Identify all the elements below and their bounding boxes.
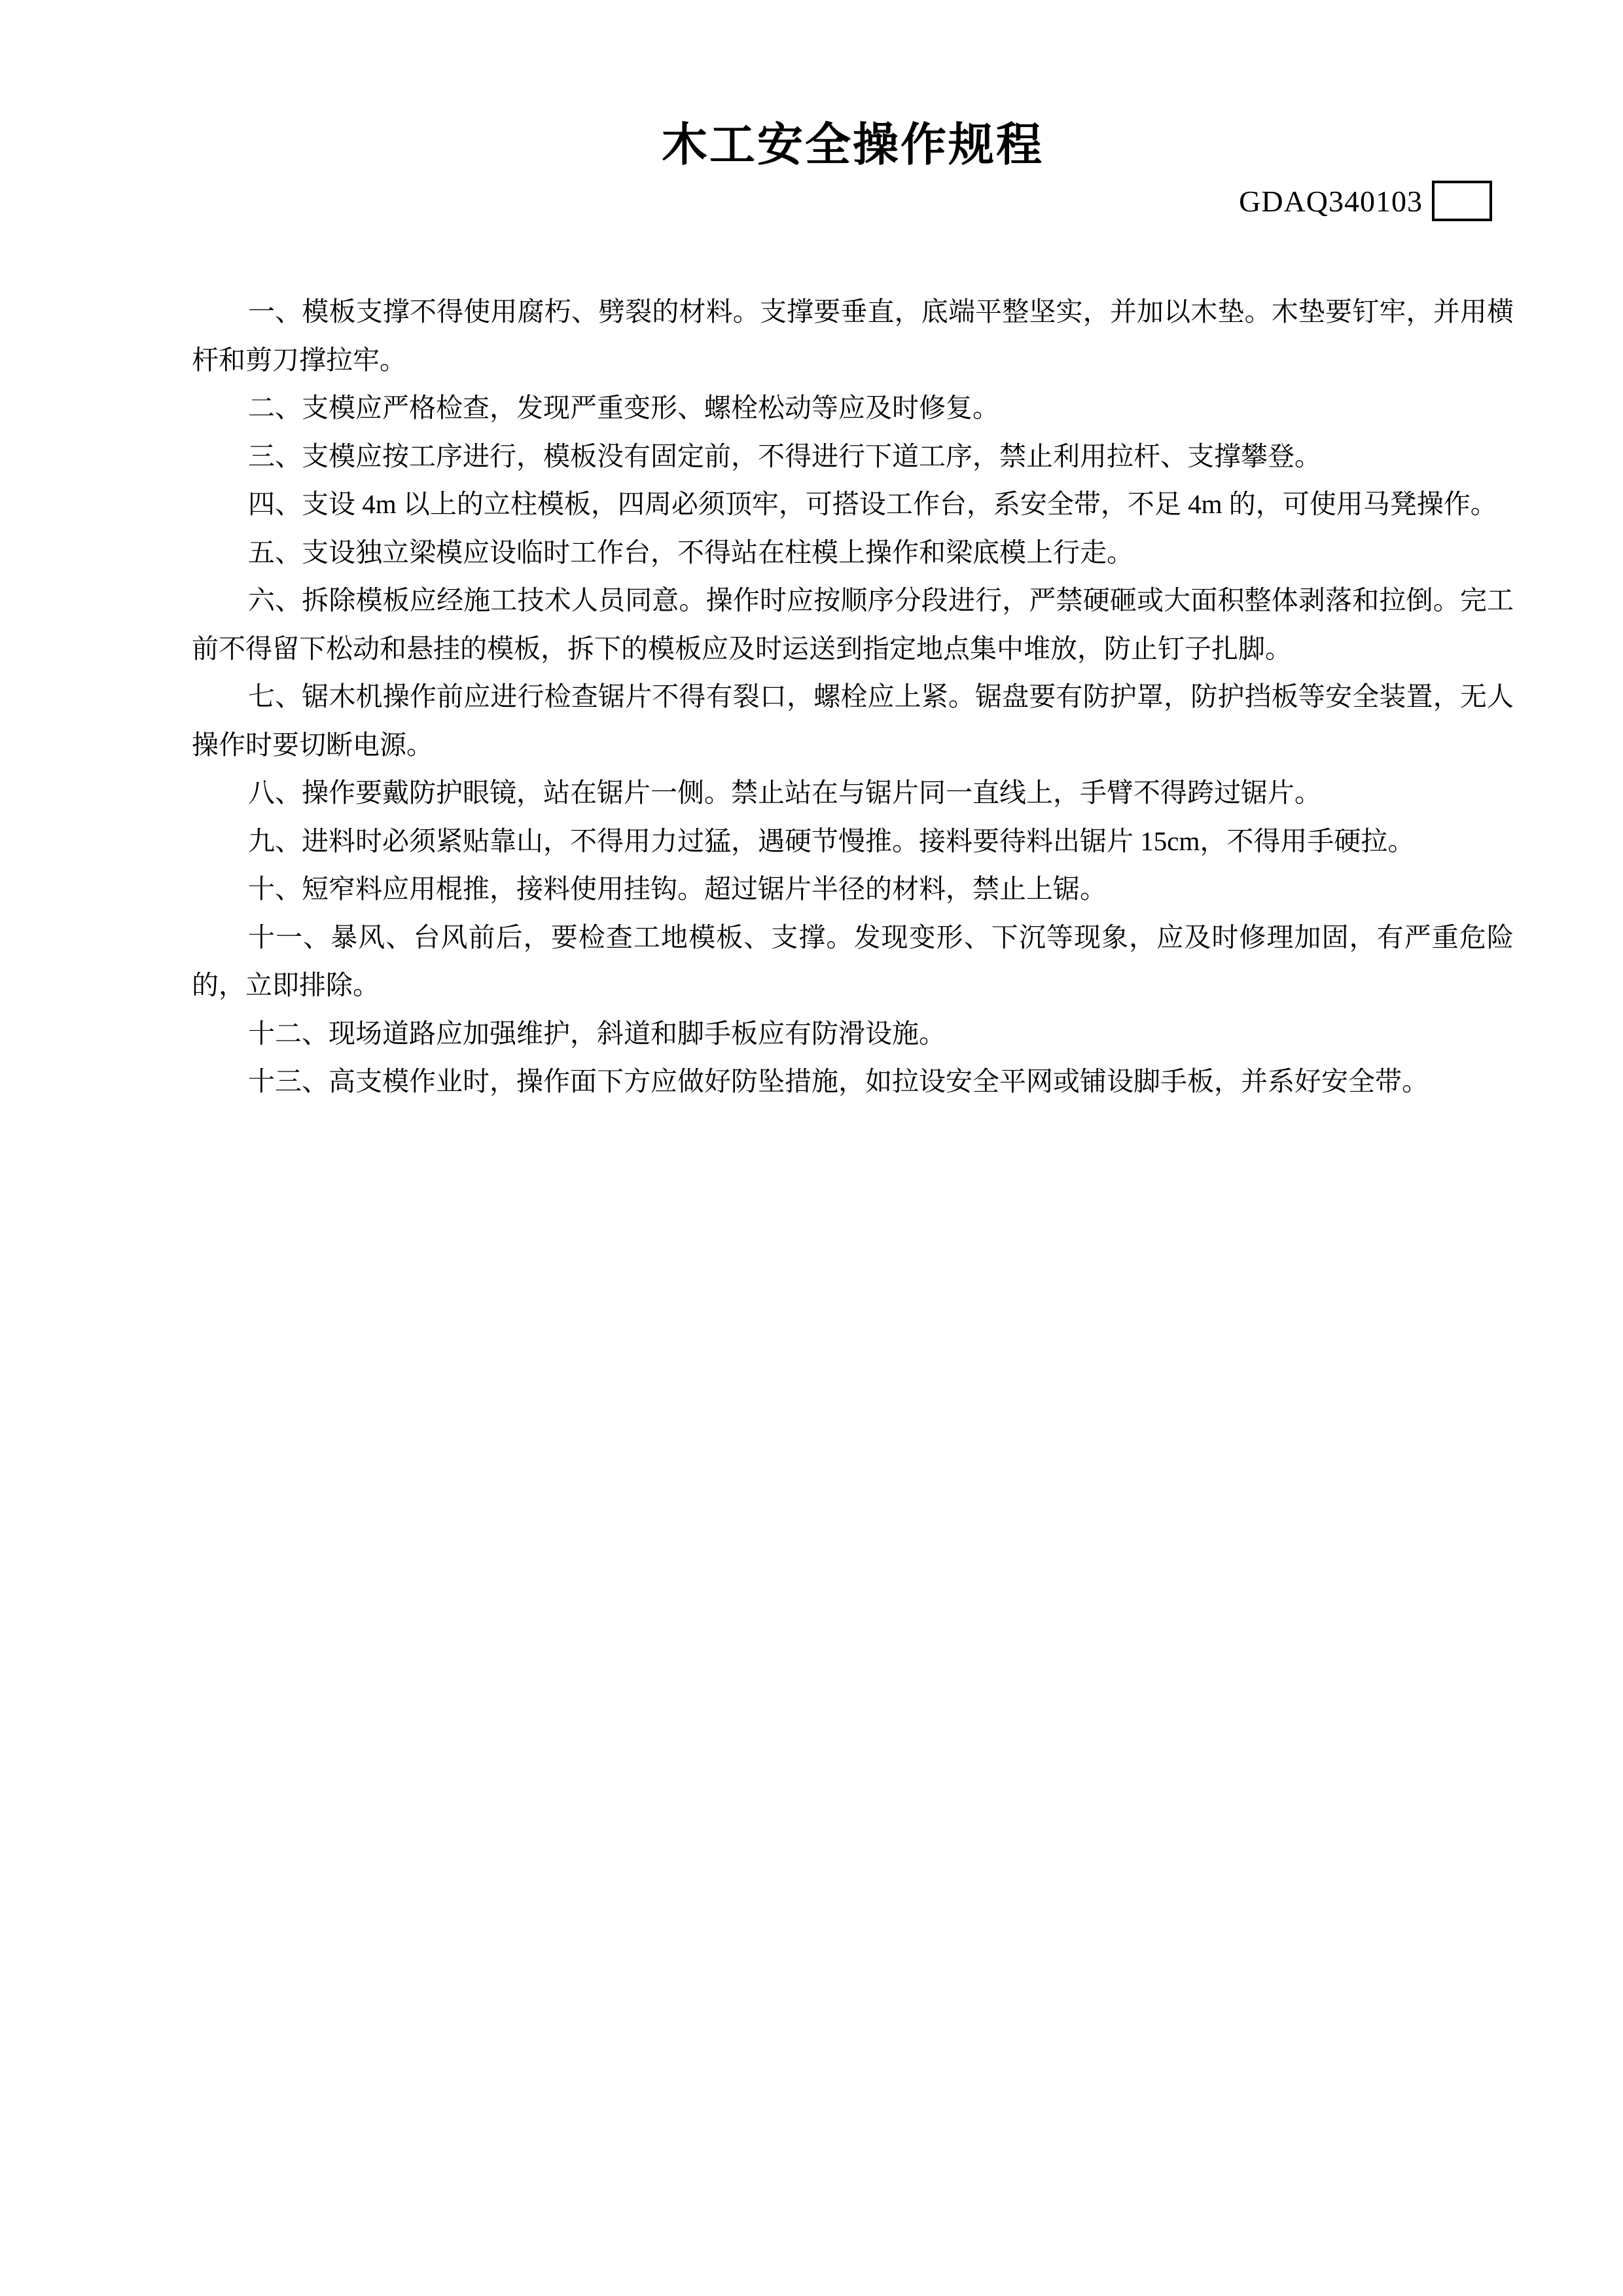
doc-code: GDAQ340103 [1239,184,1423,218]
rule-paragraph-6: 六、拆除模板应经施工技术人员同意。操作时应按顺序分段进行，严禁硬砸或大面积整体剥落和拉倒。完工前不得留下松动和悬挂的模板，拆下的模板应及时运送到指定地点集中堆放，防止钉子扎脚。 [192,585,1514,664]
rule-paragraph-7: 七、锯木机操作前应进行检查锯片不得有裂口，螺栓应上紧。锯盘要有防护罩，防护挡板等安全装置，无人操作时要切断电源。 [192,681,1514,760]
rule-paragraph-10: 十、短窄料应用棍推，接料使用挂钩。超过锯片半径的材料，禁止上锯。 [248,874,1107,904]
rule-paragraph-3: 三、支模应按工序进行，模板没有固定前，不得进行下道工序，禁止利用拉杆、支撑攀登。 [248,440,1321,471]
rule-paragraph-9: 九、进料时必须紧贴靠山，不得用力过猛，遇硬节慢推。接料要待料出锯片 15cm，不得用手硬拉。 [248,825,1415,856]
rule-paragraph-13: 十三、高支模作业时，操作面下方应做好防坠措施，如拉设安全平网或铺设脚手板，并系好安全带。 [248,1066,1429,1096]
rule-paragraph-8: 八、操作要戴防护眼镜，站在锯片一侧。禁止站在与锯片同一直线上，手臂不得跨过锯片。 [248,778,1321,808]
rules-list [192,288,1514,1106]
rule-paragraph-1: 一、模板支撑不得使用腐朽、劈裂的材料。支撑要垂直，底端平整坚实，并加以木垫。木垫要钉牢，并用横杆和剪刀撑拉牢。 [192,296,1514,375]
doc-code-row [192,179,1514,223]
rule-paragraph-2: 二、支模应严格检查，发现严重变形、螺栓松动等应及时修复。 [248,393,999,423]
rule-paragraph-5: 五、支设独立梁模应设临时工作台，不得站在柱模上操作和梁底模上行走。 [248,537,1133,567]
page-title: 木工安全操作规程 [662,119,1044,170]
rule-paragraph-4: 四、支设 4m 以上的立柱模板，四周必须顶牢，可搭设工作台，系安全带，不足 4m 的，可使用马凳操作。 [248,489,1497,519]
doc-code-checkbox [1432,181,1492,221]
rule-paragraph-11: 十一、暴风、台风前后，要检查工地模板、支撑。发现变形、下沉等现象，应及时修理加固，有严重危险的，立即排除。 [192,922,1514,1000]
rule-paragraph-12: 十二、现场道路应加强维护，斜道和脚手板应有防滑设施。 [248,1018,946,1049]
text-column [192,0,1514,1106]
